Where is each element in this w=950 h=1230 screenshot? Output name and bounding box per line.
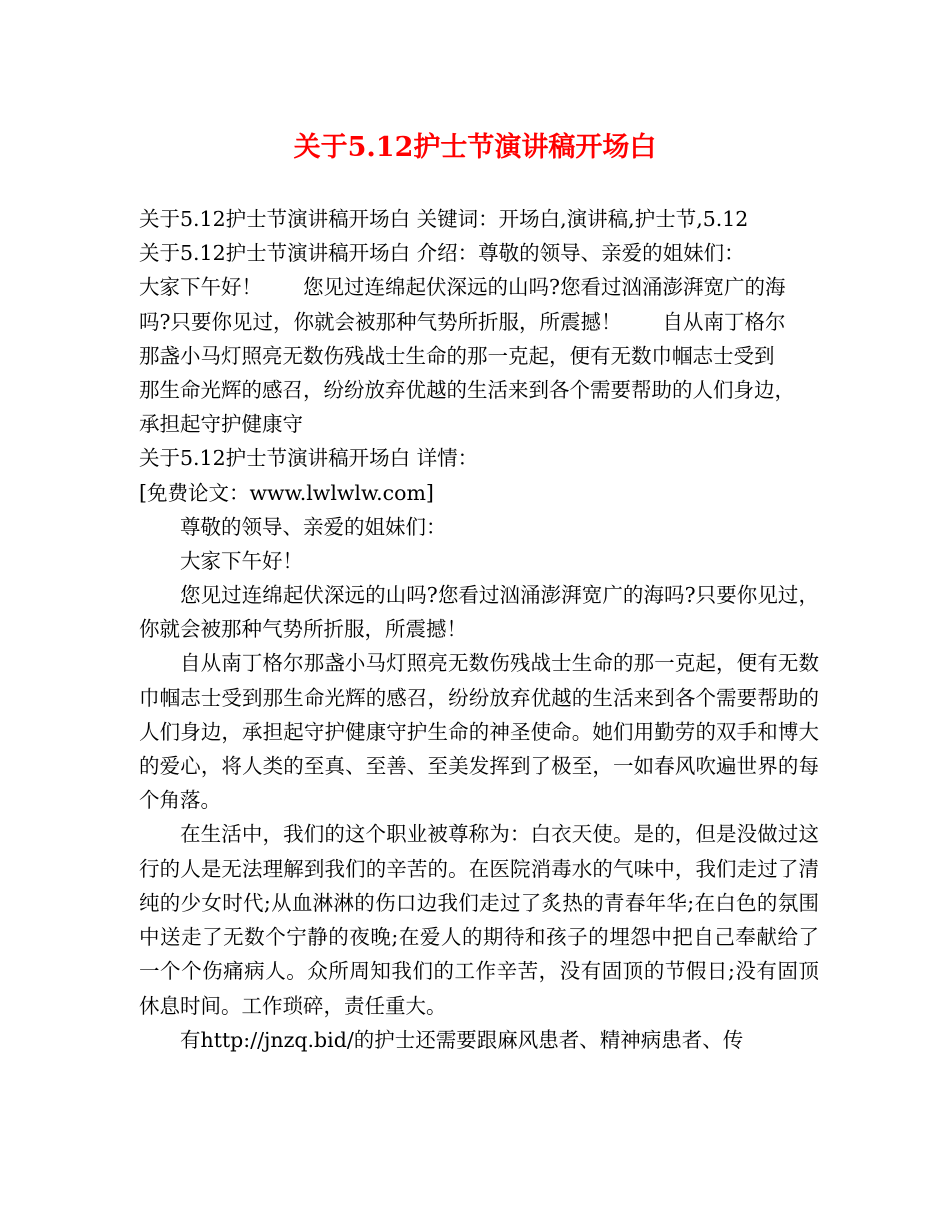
paragraph: 在生活中，我们的这个职业被尊称为：白衣天使。是的，但是没做过这行的人是无法理解到我们的辛苦的。在医院消毒水的气味中，我们走过了清纯的少女时代;从血淋淋的伤口边我们走过了炙热的青春年华;在白色的氛围中送走了无数个宁静的夜晚;在爱人的期待和孩子的埋怨中把自己奉献给了一个个伤痛病人。众所周知我们的工作辛苦，没有固顶的节假日;没有固顶休息时间。工作琐碎，责任重大。 — [139, 822, 819, 1018]
paragraph: 自从南丁格尔那盏小马灯照亮无数伤残战士生命的那一克起，便有无数巾帼志士受到那生命光辉的感召，纷纷放弃优越的生活来到各个需要帮助的人们身边，承担起守护健康守护生命的神圣使命。她们用勤劳的双手和博大的爱心，将人类的至真、至善、至美发挥到了极至，一如春风吹遍世界的每个角落。 — [139, 651, 819, 813]
summary-line: 承担起守护健康守 — [139, 412, 303, 437]
paragraph: 有http://jnzq.bid/的护士还需要跟麻风患者、精神病患者、传 — [180, 1027, 744, 1052]
document-title: 关于5.12护士节演讲稿开场白 — [293, 132, 657, 163]
document-body — [139, 202, 819, 1057]
summary-line: 大家下午好！ 您见过连绵起伏深远的山吗?您看过汹涌澎湃宽广的海 — [139, 275, 786, 300]
salutation: 大家下午好！ — [180, 548, 303, 573]
greeting: 尊敬的领导、亲爱的姐妹们： — [180, 514, 447, 539]
summary-line: 那盏小马灯照亮无数伤残战士生命的那一克起，便有无数巾帼志士受到 — [139, 343, 775, 368]
summary-line: 关于5.12护士节演讲稿开场白 关键词：开场白,演讲稿,护士节,5.12 — [139, 207, 749, 231]
paragraph: 您见过连绵起伏深远的山吗?您看过汹涌澎湃宽广的海吗?只要你见过，你就会被那种气势所折服，所震撼！ — [139, 583, 819, 642]
summary-line: 那生命光辉的感召，纷纷放弃优越的生活来到各个需要帮助的人们身边， — [139, 377, 795, 402]
summary-line: 关于5.12护士节演讲稿开场白 介绍：尊敬的领导、亲爱的姐妹们： — [139, 241, 745, 266]
summary-line: 吗?只要你见过，你就会被那种气势所折服，所震撼！ 自从南丁格尔 — [139, 309, 786, 334]
details-label: 关于5.12护士节演讲稿开场白 详情： — [139, 446, 479, 471]
source-line: [免费论文：www.lwlwlw.com] — [139, 480, 434, 505]
